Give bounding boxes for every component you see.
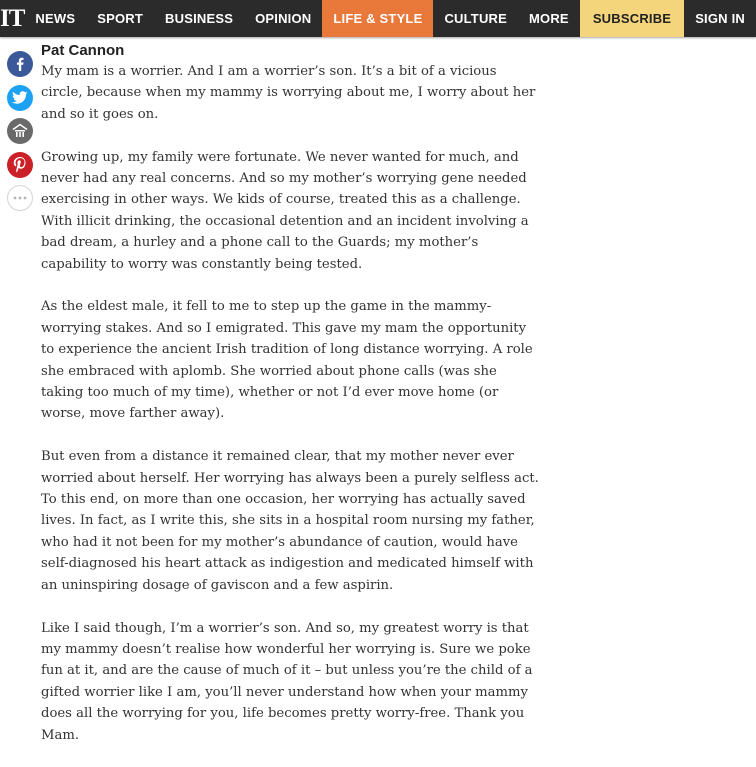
nav-news[interactable]: NEWS <box>24 0 86 37</box>
article-paragraph: Like I said though, I’m a worrier’s son. And so, my greatest worry is that my mammy doesn’t realise how wonderful her worrying is. Sure we poke fun at it, and are the cause of much of it – but unless you’re the child of a gifted worrier like I am, you’ll never understand how when your mammy does all the worrying for you, life becomes pretty worry-free. Thank you Mam. <box>41 618 541 746</box>
facebook-icon <box>13 57 27 71</box>
facebook-share-button[interactable] <box>7 51 33 77</box>
twitter-icon <box>12 91 28 105</box>
top-navigation-bar <box>0 0 756 37</box>
author-name: Pat Cannon <box>41 41 541 61</box>
more-icon <box>13 196 27 200</box>
nav-more[interactable]: MORE <box>518 0 580 37</box>
irishtimes-share-button[interactable] <box>7 118 33 144</box>
nav-business[interactable]: BUSINESS <box>154 0 244 37</box>
irish-times-logo[interactable]: IT <box>0 0 24 37</box>
nav-opinion[interactable]: OPINION <box>244 0 322 37</box>
nav-sport[interactable]: SPORT <box>86 0 154 37</box>
pinterest-share-button[interactable] <box>7 152 33 178</box>
article-body <box>41 41 541 767</box>
article-paragraph: As the eldest male, it fell to me to step up the game in the mammy-worrying stakes. And so I emigrated. This gave my mam the opportunity to experience the ancient Irish tradition of long distance worrying. A role she embraced with aplomb. She worried about phone calls (was she taking too much of my time), whether or not I’d ever move home (or worse, move farther away). <box>41 296 541 424</box>
article-paragraph: Growing up, my family were fortunate. We never wanted for much, and never had any real concerns. And so my mother’s worrying gene needed exercising in other ways. We kids of course, treated this as a challenge. With illicit drinking, the occasional detention and an incident involving a bad dream, a hurley and a phone call to the Guards; my mother’s capability to worry was constantly being tested. <box>41 147 541 275</box>
irishtimes-icon <box>12 123 28 139</box>
twitter-share-button[interactable] <box>7 85 33 111</box>
nav-life-and-style[interactable]: LIFE & STYLE <box>322 0 433 37</box>
article-paragraph: My mam is a worrier. And I am a worrier’s son. It’s a bit of a vicious circle, because when my mammy is worrying about me, I worry about her and so it goes on. <box>41 61 541 125</box>
nav-culture[interactable]: CULTURE <box>433 0 518 37</box>
subscribe-button[interactable]: SUBSCRIBE <box>580 0 684 37</box>
share-sidebar <box>7 51 33 219</box>
pinterest-icon <box>13 157 27 173</box>
more-share-button[interactable] <box>7 185 33 211</box>
article-paragraph: But even from a distance it remained clear, that my mother never ever worried about herself. Her worrying has always been a purely selfless act. To this end, on more than one occasion, her worrying has actually saved lives. In fact, as I write this, she sits in a hospital room nursing my father, who had it not been for my mother’s abundance of caution, would have self-diagnosed his heart attack as indigestion and medicated himself with an uninspiring dosage of gaviscon and a few aspirin. <box>41 446 541 596</box>
sign-in-link[interactable]: SIGN IN <box>684 0 756 37</box>
